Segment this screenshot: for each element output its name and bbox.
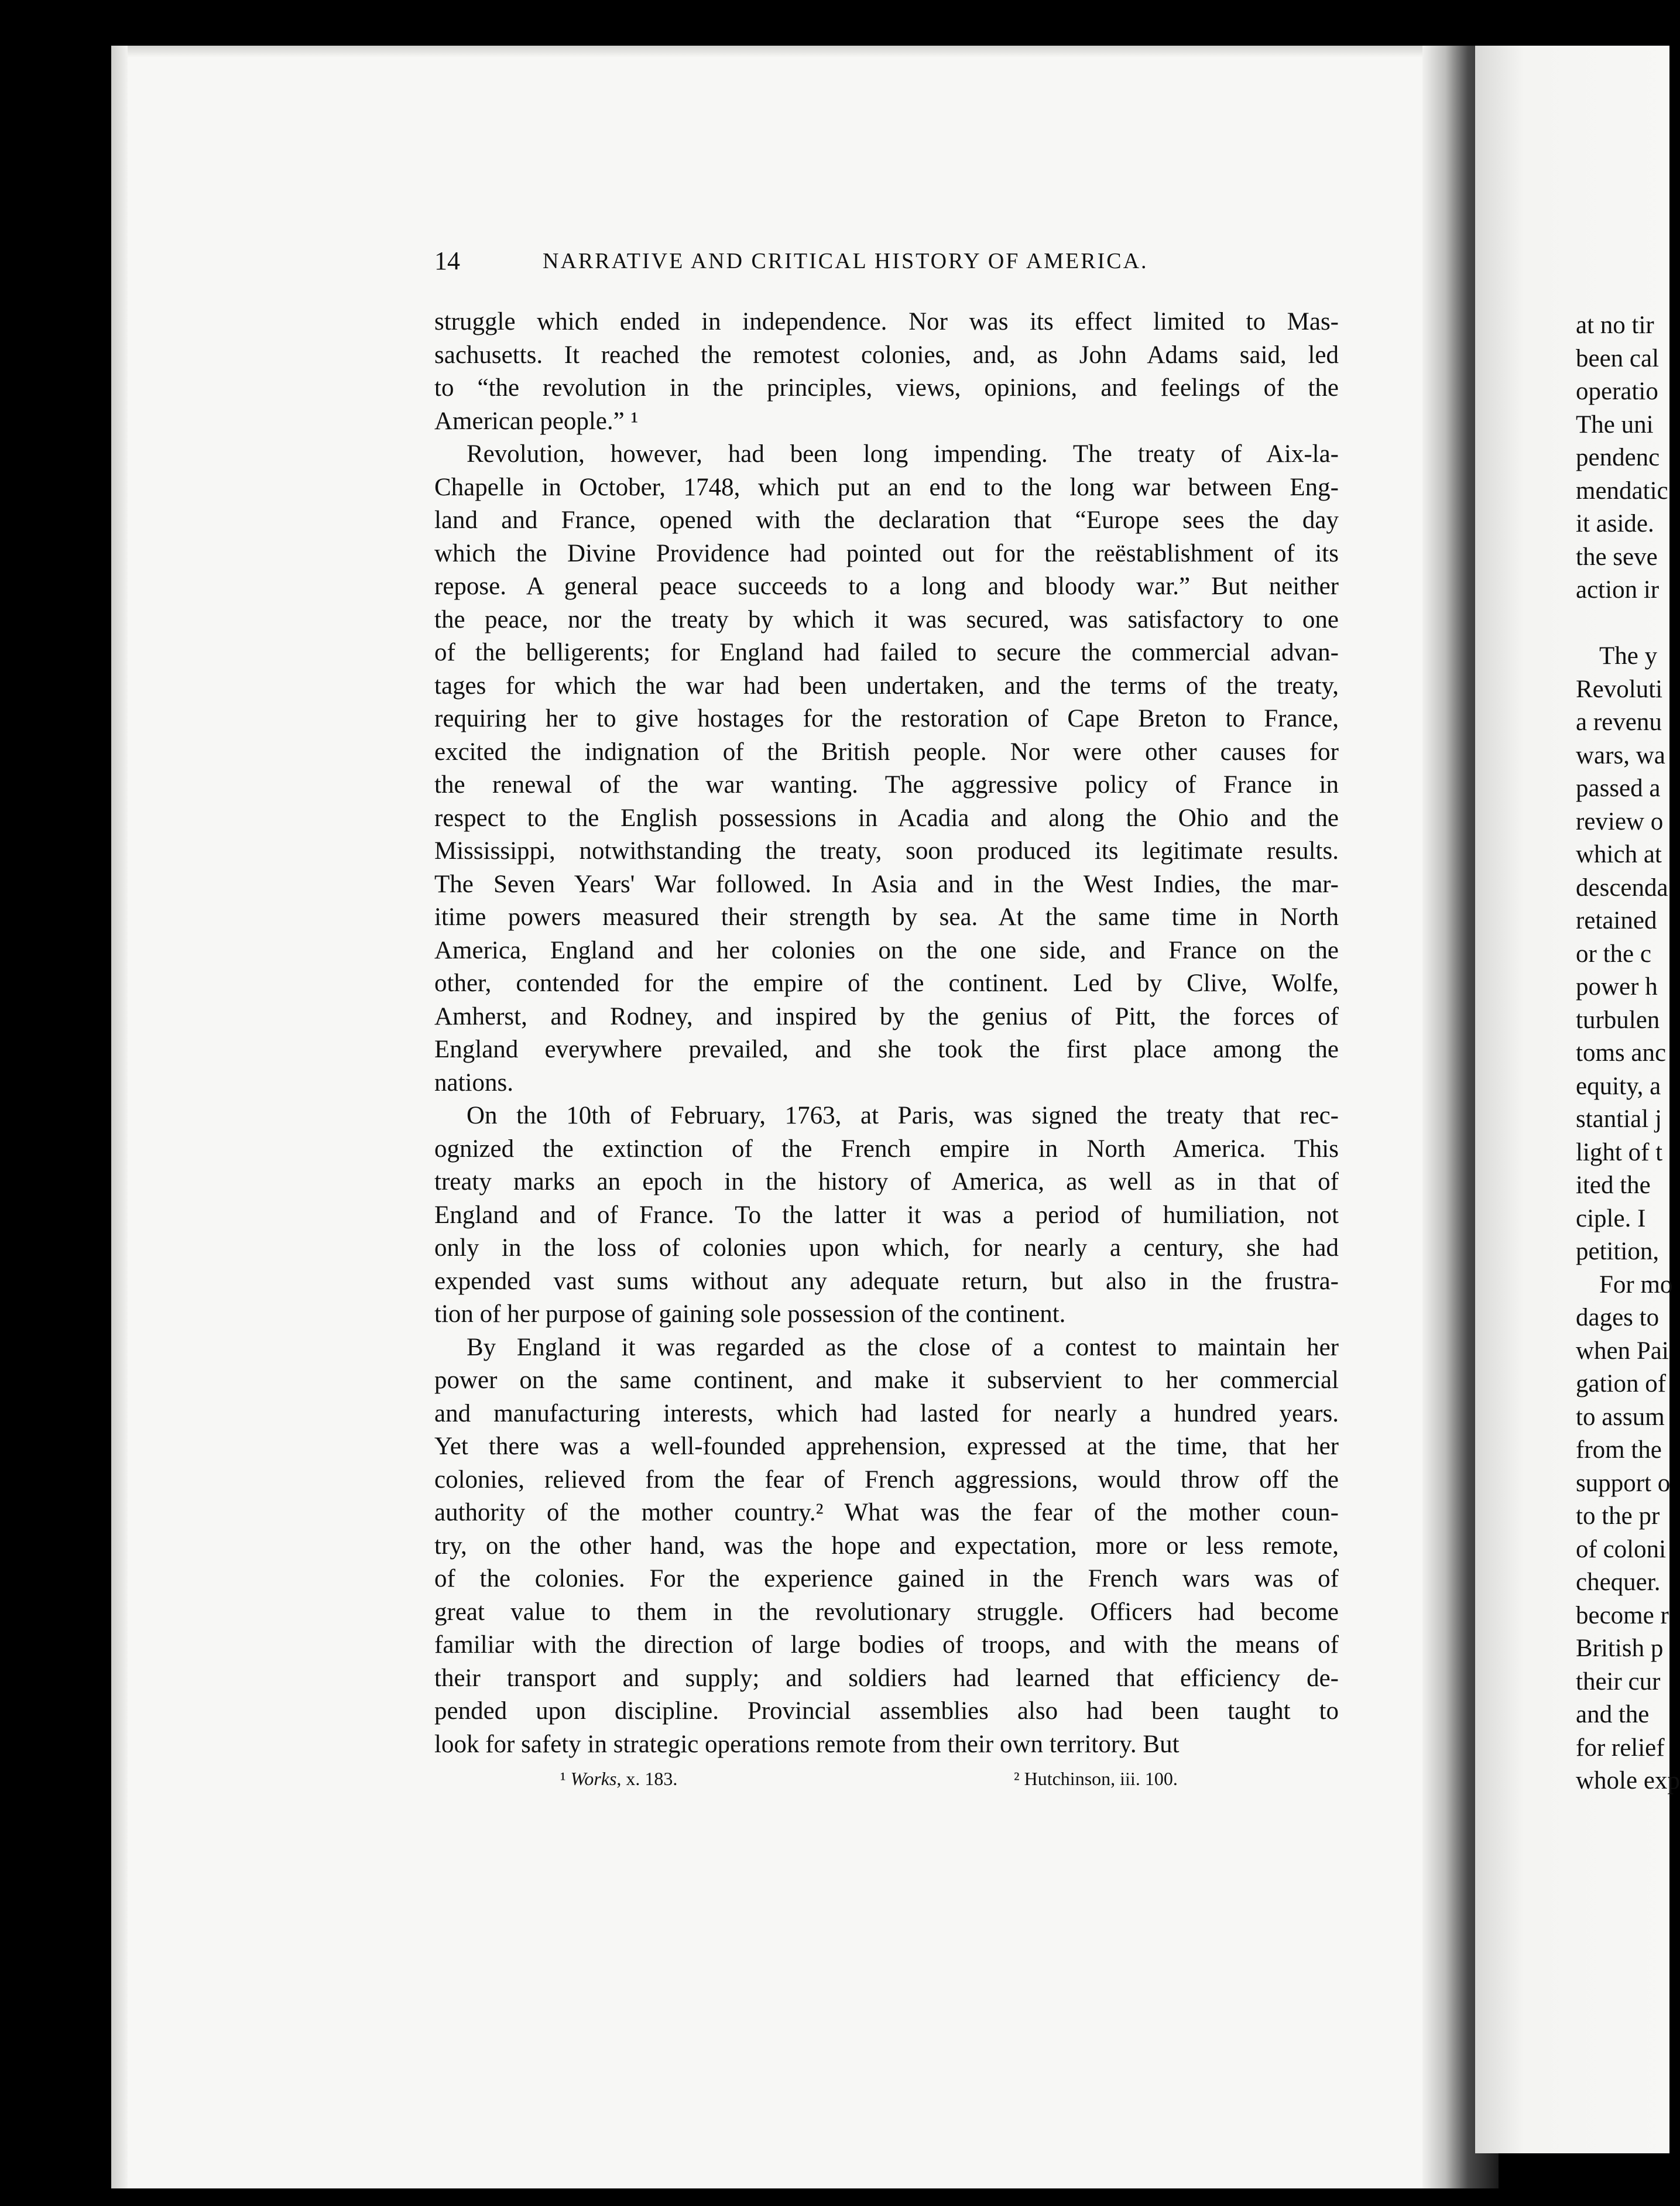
right-page-line: it aside. — [1576, 510, 1654, 537]
right-page-line: dages to — [1576, 1304, 1660, 1331]
text-line: repose. A general peace succeeds to a long and bloody war.” But neither — [434, 573, 1339, 600]
right-page-line: ciple. I — [1576, 1204, 1646, 1232]
page-number: 14 — [434, 246, 460, 275]
right-page-line: pendenc — [1576, 444, 1660, 471]
right-page-line: of coloni — [1576, 1535, 1667, 1563]
text-line: requiring her to give hostages for the restoration of Cape Breton to France, — [434, 705, 1339, 732]
text-line: struggle which ended in independence. Nor was its effect limited to Mas- — [434, 308, 1339, 335]
text-line: colonies, relieved from the fear of French aggressions, would throw off the — [434, 1465, 1339, 1493]
right-page-line: The y — [1599, 642, 1658, 670]
right-page-line: toms anc — [1576, 1039, 1667, 1067]
right-page-line: and the — [1576, 1701, 1650, 1728]
text-line: nations. — [434, 1068, 513, 1097]
text-line: American people.” ¹ — [434, 407, 639, 435]
text-line: England and of France. To the latter it was a period of humiliation, not — [434, 1201, 1339, 1229]
right-page-line: from the — [1576, 1436, 1662, 1464]
right-page-line: mendatic — [1576, 477, 1668, 505]
text-line: By England it was regarded as the close of a contest to maintain her — [467, 1333, 1339, 1361]
right-page-line: stantial j — [1576, 1105, 1662, 1133]
text-line: of the belligerents; for England had failed to secure the commercial advan- — [434, 639, 1339, 666]
right-page-line: to the pr — [1576, 1502, 1660, 1530]
right-page-line: chequer. — [1576, 1568, 1661, 1596]
text-line: tages for which the war had been undertaken, and the terms of the treaty, — [434, 672, 1339, 700]
text-line: tion of her purpose of gaining sole possession of the continent. — [434, 1300, 1066, 1328]
right-page-line: Revoluti — [1576, 675, 1663, 703]
text-line: familiar with the direction of large bodies of troops, and with the means of — [434, 1631, 1339, 1659]
text-line: Mississippi, notwithstanding the treaty, soon produced its legitimate results. — [434, 837, 1339, 865]
text-line: which the Divine Providence had pointed out for the reëstablishment of its — [434, 539, 1339, 567]
right-page-line: The uni — [1576, 410, 1654, 439]
text-line: Revolution, however, had been long impending. The treaty of Aix-la- — [467, 440, 1339, 468]
running-header — [434, 246, 1339, 281]
text-line: respect to the English possessions in Acadia and along the Ohio and the — [434, 804, 1339, 832]
right-page-line: wars, wa — [1576, 741, 1665, 769]
footnote-2: ² Hutchinson, iii. 100. — [1014, 1768, 1178, 1789]
right-page-line: their cur — [1576, 1667, 1661, 1695]
text-line: treaty marks an epoch in the history of America, as well as in that of — [434, 1168, 1339, 1196]
text-line: the renewal of the war wanting. The aggressive policy of France in — [434, 771, 1339, 799]
footnote-1 — [560, 1768, 677, 1790]
running-head-title: NARRATIVE AND CRITICAL HISTORY OF AMERICA. — [543, 249, 1148, 273]
right-page-line: at no tir — [1576, 311, 1654, 339]
right-page-line: to assum — [1576, 1403, 1665, 1431]
right-page-line: support o — [1576, 1469, 1671, 1497]
page-top-edge — [111, 46, 1452, 57]
right-page-line: which at — [1576, 841, 1662, 868]
right-page-line: petition, — [1576, 1238, 1660, 1265]
right-page-line: passed a — [1576, 775, 1661, 802]
right-page-line: for relief — [1576, 1734, 1665, 1762]
right-page-line: ited the — [1576, 1171, 1651, 1199]
text-line: Yet there was a well-founded apprehension, expressed at the time, that her — [434, 1433, 1339, 1460]
text-line: authority of the mother country.² What was the fear of the mother coun- — [434, 1499, 1339, 1526]
right-page-line: whole exp — [1576, 1767, 1680, 1794]
right-page-line: descenda — [1576, 874, 1668, 902]
right-page-line: or the c — [1576, 940, 1651, 968]
text-line: try, on the other hand, was the hope and expectation, more or less remote, — [434, 1532, 1339, 1560]
text-line: itime powers measured their strength by sea. At the same time in North — [434, 903, 1339, 931]
text-line: and manufacturing interests, which had lasted for nearly a hundred years. — [434, 1399, 1339, 1427]
right-page-line: a revenu — [1576, 708, 1662, 736]
text-line: On the 10th of February, 1763, at Paris, was signed the treaty that rec- — [467, 1102, 1339, 1129]
right-page-line: gation of — [1576, 1370, 1667, 1397]
right-page-line: power h — [1576, 973, 1658, 1001]
right-page-line: the seve — [1576, 543, 1658, 571]
text-line: sachusetts. It reached the remotest colonies, and, as John Adams said, led — [434, 341, 1339, 369]
right-page-line: action ir — [1576, 576, 1660, 604]
right-page-line: British p — [1576, 1635, 1664, 1662]
text-line: look for safety in strategic operations remote from their own territory. But — [434, 1730, 1180, 1758]
footnotes — [434, 1768, 1339, 1797]
right-page-line: been cal — [1576, 344, 1660, 372]
text-line: great value to them in the revolutionary struggle. Officers had become — [434, 1598, 1339, 1626]
text-line: excited the indignation of the British people. Nor were other causes for — [434, 738, 1339, 766]
text-line: of the colonies. For the experience gained in the French wars was of — [434, 1565, 1339, 1592]
text-line: America, England and her colonies on the one side, and France on the — [434, 936, 1339, 964]
right-page-line: For mo — [1599, 1270, 1673, 1299]
right-page-line: equity, a — [1576, 1072, 1661, 1100]
text-line: Chapelle in October, 1748, which put an end to the long war between Eng- — [434, 473, 1339, 501]
page-left-edge — [111, 46, 128, 2188]
text-line: to “the revolution in the principles, views, opinions, and feelings of the — [434, 374, 1339, 402]
right-page-line: become r — [1576, 1601, 1669, 1629]
text-line: only in the loss of colonies upon which, for nearly a century, she had — [434, 1234, 1339, 1262]
text-line: England everywhere prevailed, and she took the first place among the — [434, 1036, 1339, 1063]
text-line: The Seven Years' War followed. In Asia and in the West Indies, the mar- — [434, 870, 1339, 898]
text-line: ognized the extinction of the French empire in North America. This — [434, 1135, 1339, 1163]
text-line: expended vast sums without any adequate return, but also in the frustra- — [434, 1267, 1339, 1295]
right-page-text — [1576, 309, 1680, 1798]
right-page-line: when Pai — [1576, 1337, 1669, 1365]
text-line: land and France, opened with the declaration that “Europe sees the day — [434, 506, 1339, 534]
footnote-1-title: Works — [570, 1768, 617, 1789]
body-text — [434, 306, 1339, 1761]
footnote-1-rest: , x. 183. — [616, 1768, 678, 1789]
text-line: Amherst, and Rodney, and inspired by the genius of Pitt, the forces of — [434, 1002, 1339, 1030]
right-page-line: light of t — [1576, 1138, 1663, 1166]
text-line: other, contended for the empire of the continent. Led by Clive, Wolfe, — [434, 970, 1339, 997]
right-page-line: review o — [1576, 807, 1664, 835]
text-line: their transport and supply; and soldiers had learned that efficiency de- — [434, 1664, 1339, 1692]
right-page-line: turbulen — [1576, 1006, 1660, 1034]
footnote-1-mark: ¹ — [560, 1768, 566, 1789]
right-page-line — [1576, 607, 1669, 640]
right-page-line: retained — [1576, 907, 1657, 934]
text-line: pended upon discipline. Provincial assemblies also had been taught to — [434, 1697, 1339, 1725]
text-line: power on the same continent, and make it subservient to her commercial — [434, 1366, 1339, 1394]
right-page-line: operatio — [1576, 378, 1658, 405]
text-line: the peace, nor the treaty by which it was secured, was satisfactory to one — [434, 605, 1339, 633]
